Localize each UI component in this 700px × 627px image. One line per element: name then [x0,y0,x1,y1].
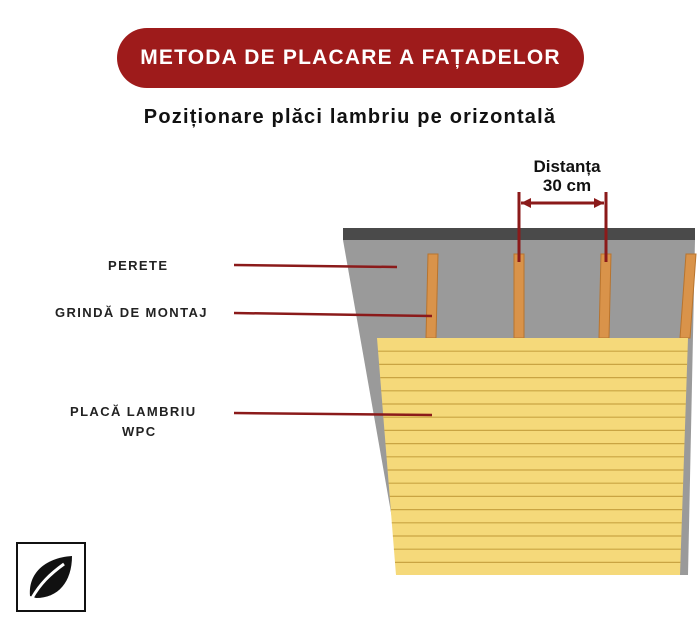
beam-2 [514,254,524,338]
wpc-panels [377,338,688,575]
dimension-label [512,157,622,195]
label-panel-line2: WPC [122,424,157,439]
arrow-right [594,198,604,208]
leaf-icon [16,542,86,612]
beam-3 [599,254,611,338]
page-title: METODA DE PLACARE A FAȚADELOR [140,46,561,69]
label-panel-line1: PLACĂ LAMBRIU [70,404,197,419]
beam-1 [426,254,438,338]
page-subtitle: Poziționare plăci lambriu pe orizontală [143,106,557,128]
label-panel [70,402,197,442]
label-beam: GRINDĂ DE MONTAJ [55,305,208,320]
arrow-left [521,198,531,208]
label-wall: PERETE [108,258,169,273]
dimension-label-line2: 30 cm [542,176,592,195]
dimension-label-line1: Distanța [533,157,601,176]
